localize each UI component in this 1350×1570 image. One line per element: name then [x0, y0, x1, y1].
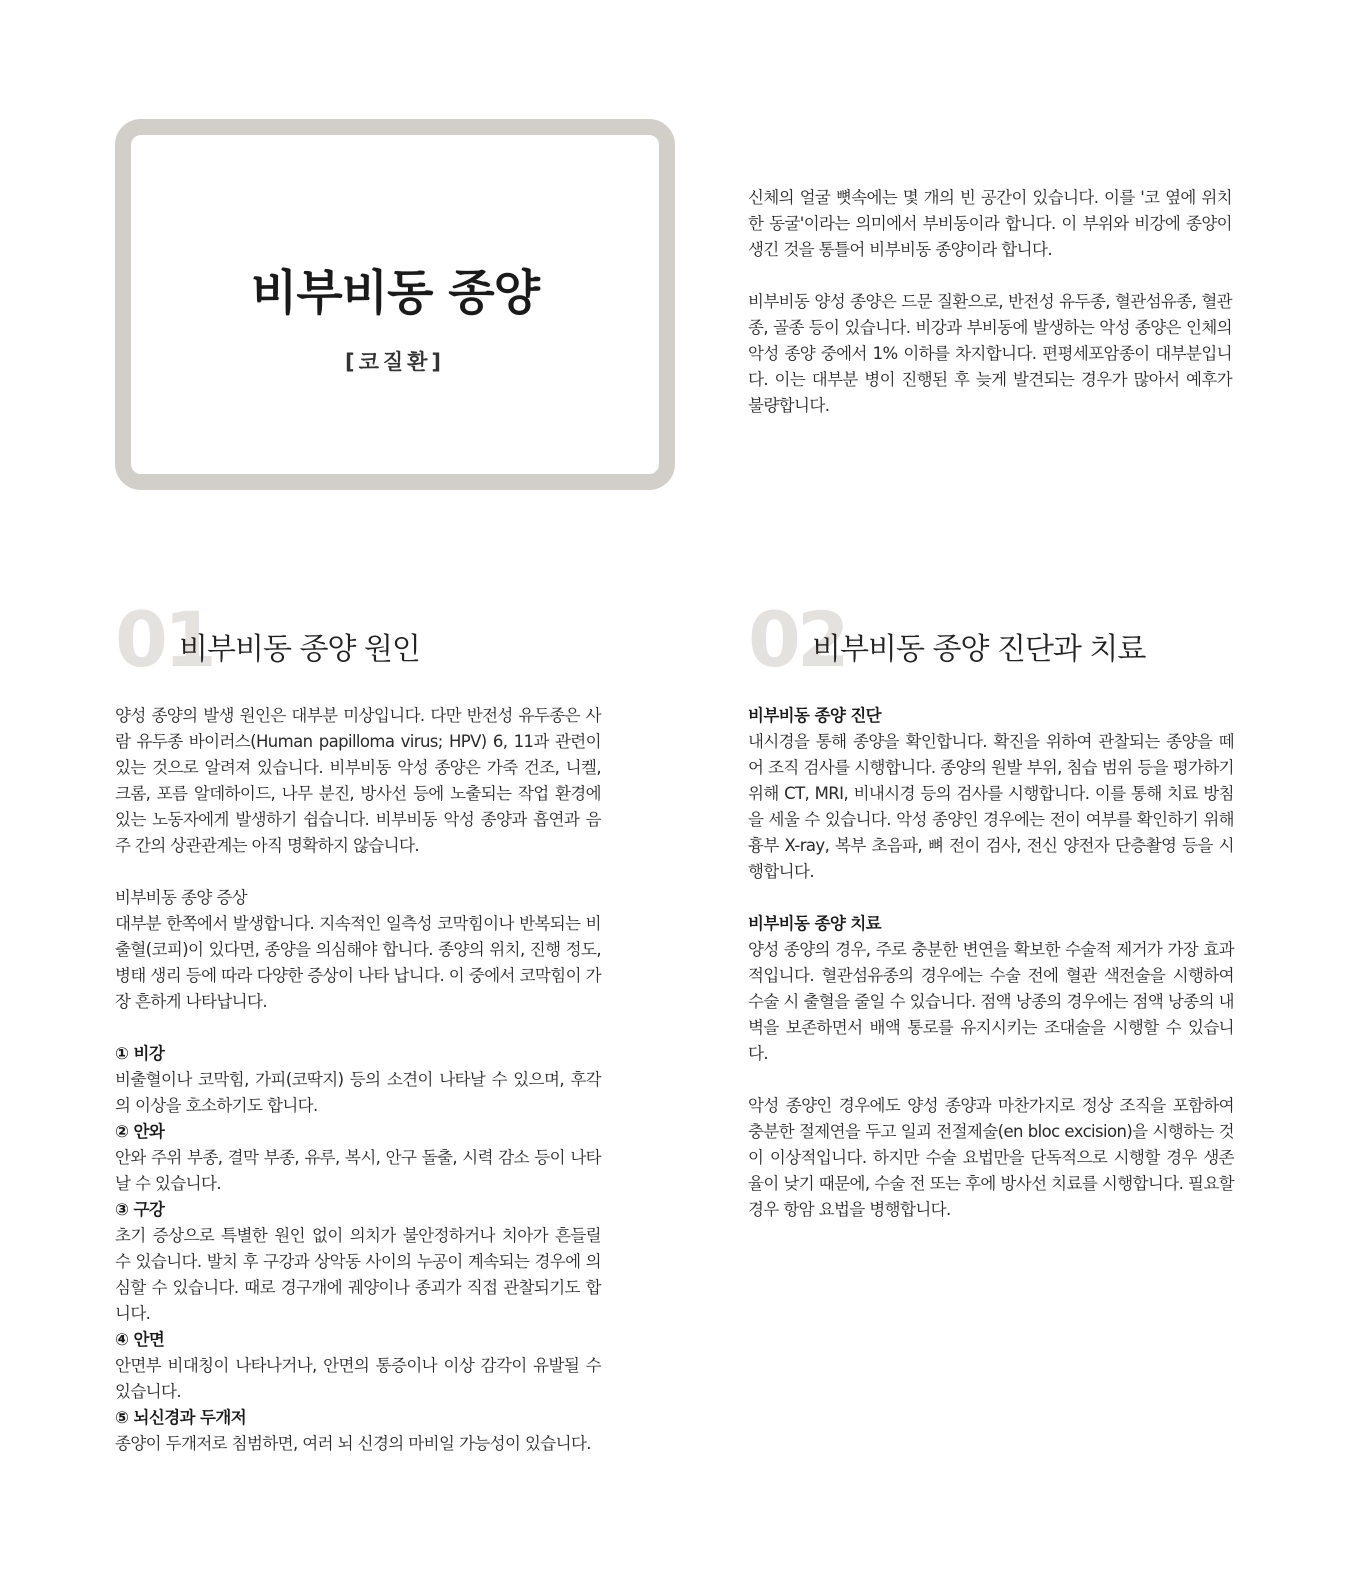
intro-paragraph-1: 신체의 얼굴 뼛속에는 몇 개의 빈 공간이 있습니다. 이를 '코 옆에 위치한 동굴'이라는 의미에서 부비동이라 합니다. 이 부위와 비강에 종양이 생긴 것을 통틀어 비부비동 종양이라 합니다.: [748, 188, 1232, 259]
diagnosis-heading: 비부비동 종양 진단: [748, 706, 882, 725]
symptom-item-text-oral: 초기 증상으로 특별한 원인 없이 의치가 불안정하거나 치아가 흔들릴 수 있습니다. 발치 후 구강과 상악동 사이의 누공이 계속되는 경우에 의심할 수 있습니다. 때로 경구개에 궤양이나 종괴가 직접 관찰되기도 합니다.: [115, 1226, 601, 1323]
section-1-title: 비부비동 종양 원인: [179, 632, 420, 667]
symptom-item-heading-nasal: ① 비강: [115, 1044, 165, 1063]
section-2-number: 02: [748, 595, 846, 684]
section-1-number: 01: [115, 595, 213, 684]
section-2-header: [748, 595, 1248, 684]
page-subtitle: [코질환]: [344, 350, 446, 374]
page-title: 비부비동 종양: [251, 265, 539, 321]
diagnosis-text: 내시경을 통해 종양을 확인합니다. 확진을 위하여 관찰되는 종양을 떼어 조직 검사를 시행합니다. 종양의 원발 부위, 침습 범위 등을 평가하기 위해 CT, MRI, 비내시경 등의 검사를 시행합니다. 이를 통해 치료 방침을 세울 수 있습니다. 악성 종양인 경우에는 전이 여부를 확인하기 위해 흉부 X-ray, 복부 초음파, 뼈 전이 검사, 전신 양전자 단층촬영 등을 시행합니다.: [748, 732, 1234, 881]
title-box: [115, 119, 675, 490]
symptom-item-text-face: 안면부 비대칭이 나타나거나, 안면의 통증이나 이상 감각이 유발될 수 있습니다.: [115, 1356, 601, 1401]
treatment-text: 양성 종양의 경우, 주로 충분한 변연을 확보한 수술적 제거가 가장 효과적입니다. 혈관섬유종의 경우에는 수술 전에 혈관 색전술을 시행하여 수술 시 출혈을 줄일 수 있습니다. 점액 낭종의 경우에는 점액 낭종의 내벽을 보존하면서 배액 통로를 유지시키는 조대술을 시행할 수 있습니다.: [748, 940, 1234, 1063]
symptom-heading: 비부비동 종양 증상: [115, 888, 248, 907]
section-2-title: 비부비동 종양 진단과 치료: [812, 632, 1146, 667]
symptom-item-heading-skull-base: ⑤ 뇌신경과 두개저: [115, 1408, 247, 1427]
symptom-item-text-skull-base: 종양이 두개저로 침범하면, 여러 뇌 신경의 마비일 가능성이 있습니다.: [115, 1434, 591, 1453]
symptom-item-text-orbit: 안와 주위 부종, 결막 부종, 유루, 복시, 안구 돌출, 시력 감소 등이 나타날 수 있습니다.: [115, 1148, 601, 1193]
section-1-header: [115, 595, 615, 684]
intro-paragraph-2: 비부비동 양성 종양은 드문 질환으로, 반전성 유두종, 혈관섬유종, 혈관종, 골종 등이 있습니다. 비강과 부비동에 발생하는 악성 종양은 인체의 악성 종양 중에서 1% 이하를 차지합니다. 편평세포암종이 대부분입니다. 이는 대부분 병이 진행된 후 늦게 발견되는 경우가 많아서 예후가 불량합니다.: [748, 292, 1232, 415]
malignant-treatment-text: 악성 종양인 경우에도 양성 종양과 마찬가지로 정상 조직을 포함하여 충분한 절제연을 두고 일괴 전절제술(en bloc excision)을 시행하는 것이 이상적입니다. 하지만 수술 요법만을 단독적으로 시행할 경우 생존율이 낮기 때문에, 수술 전 또는 후에 방사선 치료를 시행합니다. 필요할 경우 항암 요법을 병행합니다.: [748, 1096, 1234, 1219]
symptom-text: 대부분 한쪽에서 발생합니다. 지속적인 일측성 코막힘이나 반복되는 비출혈(코피)이 있다면, 종양을 의심해야 합니다. 종양의 위치, 진행 정도, 병태 생리 등에 따라 다양한 증상이 나타 납니다. 이 중에서 코막힘이 가장 흔하게 나타납니다.: [115, 914, 601, 1011]
treatment-heading: 비부비동 종양 치료: [748, 914, 882, 933]
section-2-body: [748, 703, 1234, 1223]
symptom-item-heading-face: ④ 안면: [115, 1330, 165, 1349]
intro-text: [748, 185, 1232, 445]
section-1-body: [115, 703, 601, 1457]
cause-text: 양성 종양의 발생 원인은 대부분 미상입니다. 다만 반전성 유두종은 사람 유두종 바이러스(Human papilloma virus; HPV) 6, 11과 관련이 있는 것으로 알려져 있습니다. 비부비동 악성 종양은 가죽 건조, 니켈, 크롬, 포름 알데하이드, 나무 분진, 방사선 등에 노출되는 작업 환경에 있는 노동자에게 발생하기 쉽습니다. 비부비동 악성 종양과 흡연과 음주 간의 상관관계는 아직 명확하지 않습니다.: [115, 706, 601, 855]
symptom-item-text-nasal: 비출혈이나 코막힘, 가피(코딱지) 등의 소견이 나타날 수 있으며, 후각의 이상을 호소하기도 합니다.: [115, 1070, 601, 1115]
symptom-item-heading-orbit: ② 안와: [115, 1122, 165, 1141]
symptom-item-heading-oral: ③ 구강: [115, 1200, 165, 1219]
